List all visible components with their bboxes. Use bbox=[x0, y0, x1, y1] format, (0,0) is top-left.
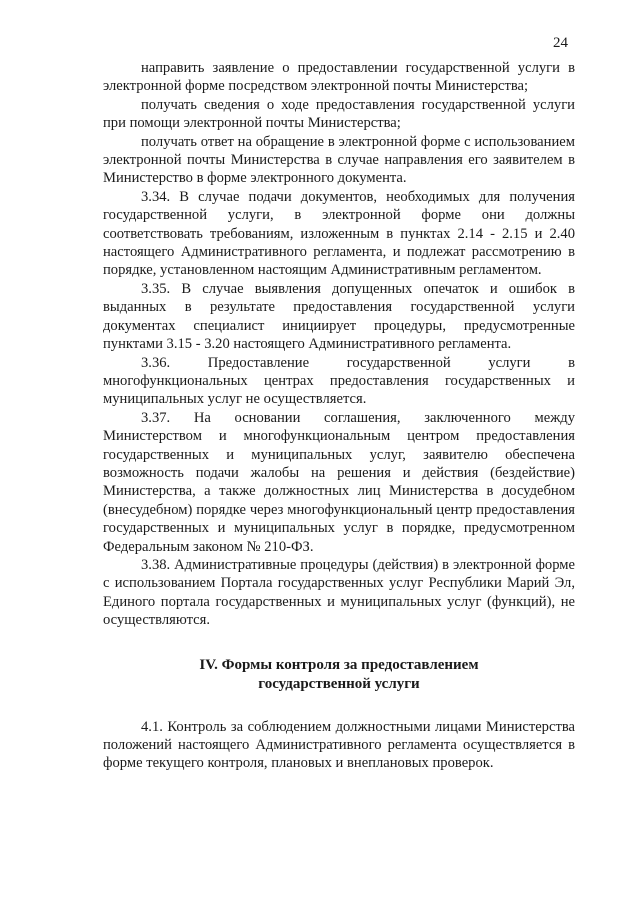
paragraph-electronic-application: направить заявление о предоставлении государственной услуги в электронной форме посредством электронной почты Министерства; bbox=[103, 60, 575, 95]
page-number: 24 bbox=[553, 35, 568, 51]
section-heading-line-1: IV. Формы контроля за предоставлением bbox=[199, 656, 479, 673]
document-body bbox=[103, 59, 575, 773]
paragraph-3-34: 3.34. В случае подачи документов, необходимых для получения государственной услуги, в электронной форме они должны соответствовать требованиям, изложенным в пунктах 2.14 - 2.15 и 2.40 настоящего Административного регламента, и подлежат рассмотрению в порядке, установленном настоящим Административным регламентом. bbox=[103, 188, 575, 279]
paragraph-4-1: 4.1. Контроль за соблюдением должностными лицами Министерства положений настоящего Административного регламента осуществляется в форме текущего контроля, плановых и внеплановых проверок. bbox=[103, 718, 575, 772]
paragraph-response-electronic: получать ответ на обращение в электронной форме с использованием электронной почты Министерства в случае направления его заявителем в Министерство в форме электронного документа. bbox=[103, 133, 575, 187]
section-heading bbox=[103, 656, 575, 694]
paragraph-3-38: 3.38. Административные процедуры (действия) в электронной форме с использованием Портала государственных услуг Республики Марий Эл, Единого портала государственных и муниципальных услуг (функций), не осуществляются. bbox=[103, 556, 575, 629]
paragraph-3-37: 3.37. На основании соглашения, заключенного между Министерством и многофункциональным центром предоставления государственных и муниципальных услуг, заявителю обеспечена возможность подачи жалобы на решения и действия (бездействие) Министерства, а также должностных лиц Министерства в досудебном (внесудебном) порядке через многофункциональный центр предоставления государственных и муниципальных услуг в порядке, предусмотренном Федеральным законом № 210-ФЗ. bbox=[103, 409, 575, 555]
section-heading-line-2: государственной услуги bbox=[258, 675, 420, 692]
paragraph-status-info: получать сведения о ходе предоставления государственной услуги при помощи электронной почты Министерства; bbox=[103, 96, 575, 132]
paragraph-3-36: 3.36. Предоставление государственной услуги в многофункциональных центрах предоставления государственных и муниципальных услуг не осуществляется. bbox=[103, 354, 575, 408]
paragraph-3-35: 3.35. В случае выявления допущенных опечаток и ошибок в выданных в результате предоставления государственной услуги документах специалист инициирует процедуры, предусмотренные пунктами 3.15 - 3.20 настоящего Административного регламента. bbox=[103, 280, 575, 353]
